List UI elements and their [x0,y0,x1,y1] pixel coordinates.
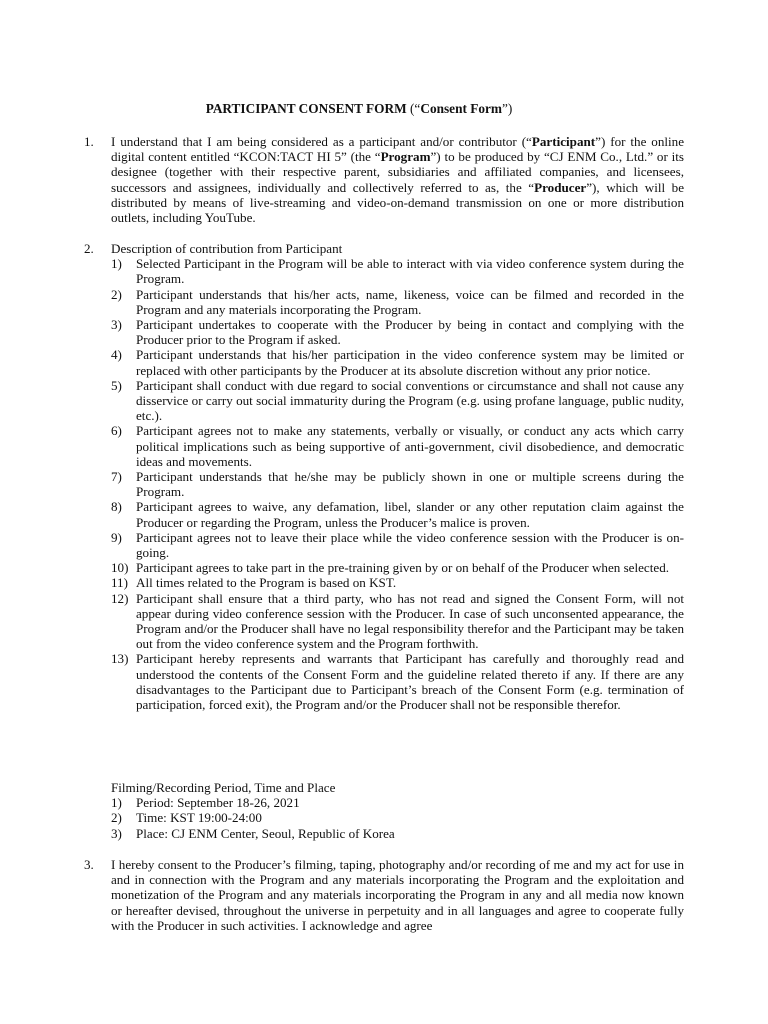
section-number: 3. [84,857,94,872]
text-segment: I understand that I am being considered as a participant and/or contributor (“ [111,134,532,149]
item-text: Participant agrees not to leave their place while the video conference session with the Producer is on-going. [136,529,684,561]
list-item [111,287,684,317]
section-number: 2. [84,241,94,256]
list-item [111,530,684,560]
item-text: All times related to the Program is based on KST. [136,575,397,591]
section-2 [84,241,684,712]
item-number: 9) [111,529,122,545]
item-number: 12) [111,590,129,606]
list-item [111,560,684,575]
item-number: 7) [111,469,122,485]
list-item [111,575,684,590]
defined-term-program: Program [380,149,431,165]
item-text: Participant shall ensure that a third party, who has not read and signed the Consent Form, will not appear during video conference session with the Producer. In case of such unconsented appearance, the Program and/or the Producer shall have no legal responsibility therefor and the Participant may be taken out from the video conference system and the Program forthwith. [136,590,684,652]
item-number: 3) [111,825,122,841]
item-text: Participant agrees to waive, any defamation, libel, slander or any other reputation claim against the Producer or regarding the Program, unless the Producer’s malice is proven. [136,499,684,530]
item-number: 5) [111,377,122,393]
item-number: 2) [111,810,122,826]
item-text: Participant understands that he/she may be publicly shown in one or multiple screens during the Program. [136,469,684,500]
item-number: 1) [111,256,122,272]
item-text: Participant understands that his/her acts, name, likeness, voice can be filmed and recorded in the Program and any materials incorporating the Program. [136,286,684,317]
list-item [111,826,684,841]
item-number: 3) [111,317,122,333]
item-text: Participant understands that his/her participation in the video conference system may be limited or replaced with other participants by the Producer at its absolute discretion without any prior notice. [136,347,684,378]
section-number: 1. [84,134,94,149]
section-2-body [111,241,684,712]
item-number: 4) [111,347,122,363]
item-text: Participant agrees to take part in the pre-training given by or on behalf of the Producer when selected. [136,560,670,576]
item-number: 2) [111,286,122,302]
filming-heading: Filming/Recording Period, Time and Place [111,780,336,795]
list-item [111,499,684,529]
item-text: Participant agrees not to make any statements, verbally or visually, or conduct any acts which carry political implications such as being supportive of anti-government, civil disobedience, and democratic ideas and movements. [136,423,684,469]
text-segment: ”), which will be distributed by means of live-streaming and video-on-demand transmission on one or more distribution outlets, including YouTube. [111,179,685,226]
item-number: 8) [111,499,122,515]
defined-term-producer: Producer [534,179,587,195]
item-number: 13) [111,651,129,667]
list-item [111,317,684,347]
item-text: Period: September 18-26, 2021 [136,795,300,811]
section-1-text [111,134,684,225]
title-main: PARTICIPANT CONSENT FORM [205,101,407,116]
title-defined-term: Consent Form [420,101,502,116]
list-item [111,795,684,810]
text-segment: ”) to be produced by “CJ ENM Co., Ltd.” or its designee (together with their respective parent, subsidiaries and affiliated companies, and licensees, successors and assignees, individually and collectively referred to as, the “ [111,149,684,195]
list-item [111,256,684,286]
defined-term-participant: Participant [531,134,596,149]
text-segment: ”) for the online digital content entitled “KCON:TACT HI 5” (the “ [111,134,685,165]
item-text: Participant shall conduct with due regard to social conventions or circumstance and shall not cause any disservice or carry out social immaturity during the Program (e.g. using profane language, public nudity, etc.). [136,377,684,424]
item-text: Participant hereby represents and warrants that Participant has carefully and thoroughly read and understood the contents of the Consent Form and the guideline related thereto if any. If there are any disadvantages to the Participant due to Participant’s breach of the Consent Form (e.g. termination of participation, forced exit), the Program and/or the Producer shall not be responsible therefor. [136,651,684,713]
item-text: Place: CJ ENM Center, Seoul, Republic of Korea [136,825,395,841]
list-item [111,591,684,652]
list-item [111,651,684,712]
item-number: 11) [111,575,128,591]
section-3 [84,857,684,933]
item-number: 1) [111,795,122,811]
item-text: Participant undertakes to cooperate with the Producer by being in contact and complying with the Producer prior to the Program if asked. [136,317,684,348]
title-close-paren: ”) [501,101,513,116]
item-number: 10) [111,560,129,576]
list-item [111,810,684,825]
document-title [0,101,718,116]
item-text: Selected Participant in the Program will be able to interact with via video conference system during the Program. [136,256,684,287]
list-item [111,347,684,377]
title-open-paren: (“ [410,101,421,116]
section-heading: Description of contribution from Participant [111,241,343,256]
section-1 [84,134,684,225]
item-text: Time: KST 19:00-24:00 [136,810,262,826]
contribution-list [111,256,684,712]
list-item [111,423,684,469]
filming-body [111,780,684,841]
list-item [111,469,684,499]
filming-section [84,780,684,841]
item-number: 6) [111,423,122,439]
section-3-text: I hereby consent to the Producer’s filming, taping, photography and/or recording of me and my act for use in and in connection with the Program and any materials incorporating the Program and the exploitation and monetization of the Program and any materials incorporating the Program in any and all media now known or hereafter devised, throughout the universe in perpetuity and in all languages and agree to cooperate fully with the Producer in such activities. I acknowledge and agree [111,857,684,933]
list-item [111,378,684,424]
